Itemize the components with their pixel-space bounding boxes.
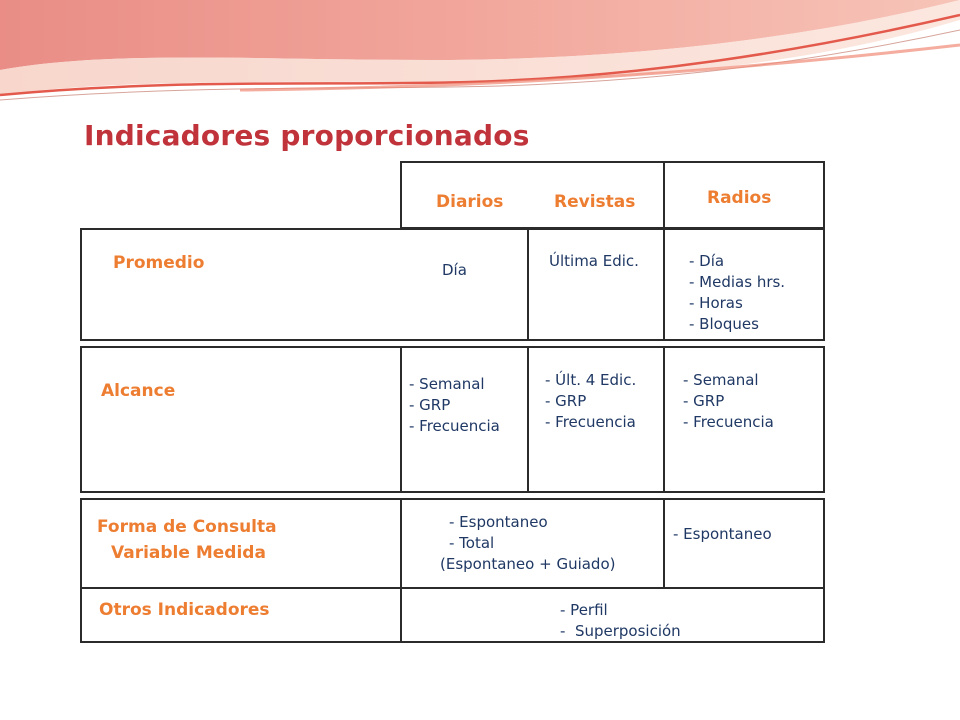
cell-line: - Últ. 4 Edic.: [545, 371, 637, 389]
row-forma-divider: [663, 498, 665, 588]
cell-line: - Bloques: [689, 315, 759, 333]
cell-forma-radios: [673, 524, 772, 545]
cell-line: Día: [442, 261, 467, 279]
column-header-revistas: Revistas: [554, 192, 636, 212]
header-divider: [663, 161, 665, 229]
column-header-radios: Radios: [707, 188, 772, 208]
cell-otros: [560, 600, 681, 642]
cell-line: - GRP: [409, 396, 451, 414]
row-label-promedio: Promedio: [113, 253, 205, 273]
cell-line: - Espontaneo: [673, 525, 772, 543]
cell-line: - Frecuencia: [545, 413, 636, 431]
row-forma-divider: [400, 498, 402, 643]
cell-line: - GRP: [683, 392, 725, 410]
cell-forma-diarios-revistas: [440, 512, 615, 575]
cell-promedio-diarios: [442, 260, 467, 281]
cell-line: - Espontaneo: [449, 513, 548, 531]
cell-line: (Espontaneo + Guiado): [440, 555, 616, 573]
cell-promedio-radios: [689, 251, 785, 335]
row-alcance-divider: [663, 346, 665, 493]
cell-alcance-diarios: [409, 374, 500, 437]
row-promedio-divider: [527, 228, 529, 341]
cell-line: - GRP: [545, 392, 587, 410]
row-alcance-divider: [527, 346, 529, 493]
cell-alcance-radios: [683, 370, 774, 433]
decorative-banner: [0, 0, 960, 110]
cell-line: - Semanal: [409, 375, 485, 393]
cell-line: - Día: [689, 252, 725, 270]
cell-line: - Frecuencia: [683, 413, 774, 431]
row-promedio-divider: [663, 228, 665, 341]
cell-line: - Total: [449, 534, 495, 552]
page-title: Indicadores proporcionados: [84, 119, 530, 152]
cell-line: - Superposición: [560, 622, 681, 640]
cell-line: - Perfil: [560, 601, 608, 619]
row-otros-separator: [80, 587, 825, 589]
row-label-variable-medida: Variable Medida: [111, 543, 266, 563]
cell-line: - Horas: [689, 294, 743, 312]
cell-line: - Frecuencia: [409, 417, 500, 435]
cell-promedio-revistas: [549, 251, 639, 272]
row-label-otros-indicadores: Otros Indicadores: [99, 600, 270, 620]
row-label-forma-consulta: Forma de Consulta: [97, 517, 277, 537]
cell-line: - Medias hrs.: [689, 273, 786, 291]
row-alcance-divider: [400, 346, 402, 493]
column-header-diarios: Diarios: [436, 192, 504, 212]
cell-line: - Semanal: [683, 371, 759, 389]
row-label-alcance: Alcance: [101, 381, 176, 401]
cell-alcance-revistas: [545, 370, 636, 433]
cell-line: Última Edic.: [549, 252, 639, 270]
